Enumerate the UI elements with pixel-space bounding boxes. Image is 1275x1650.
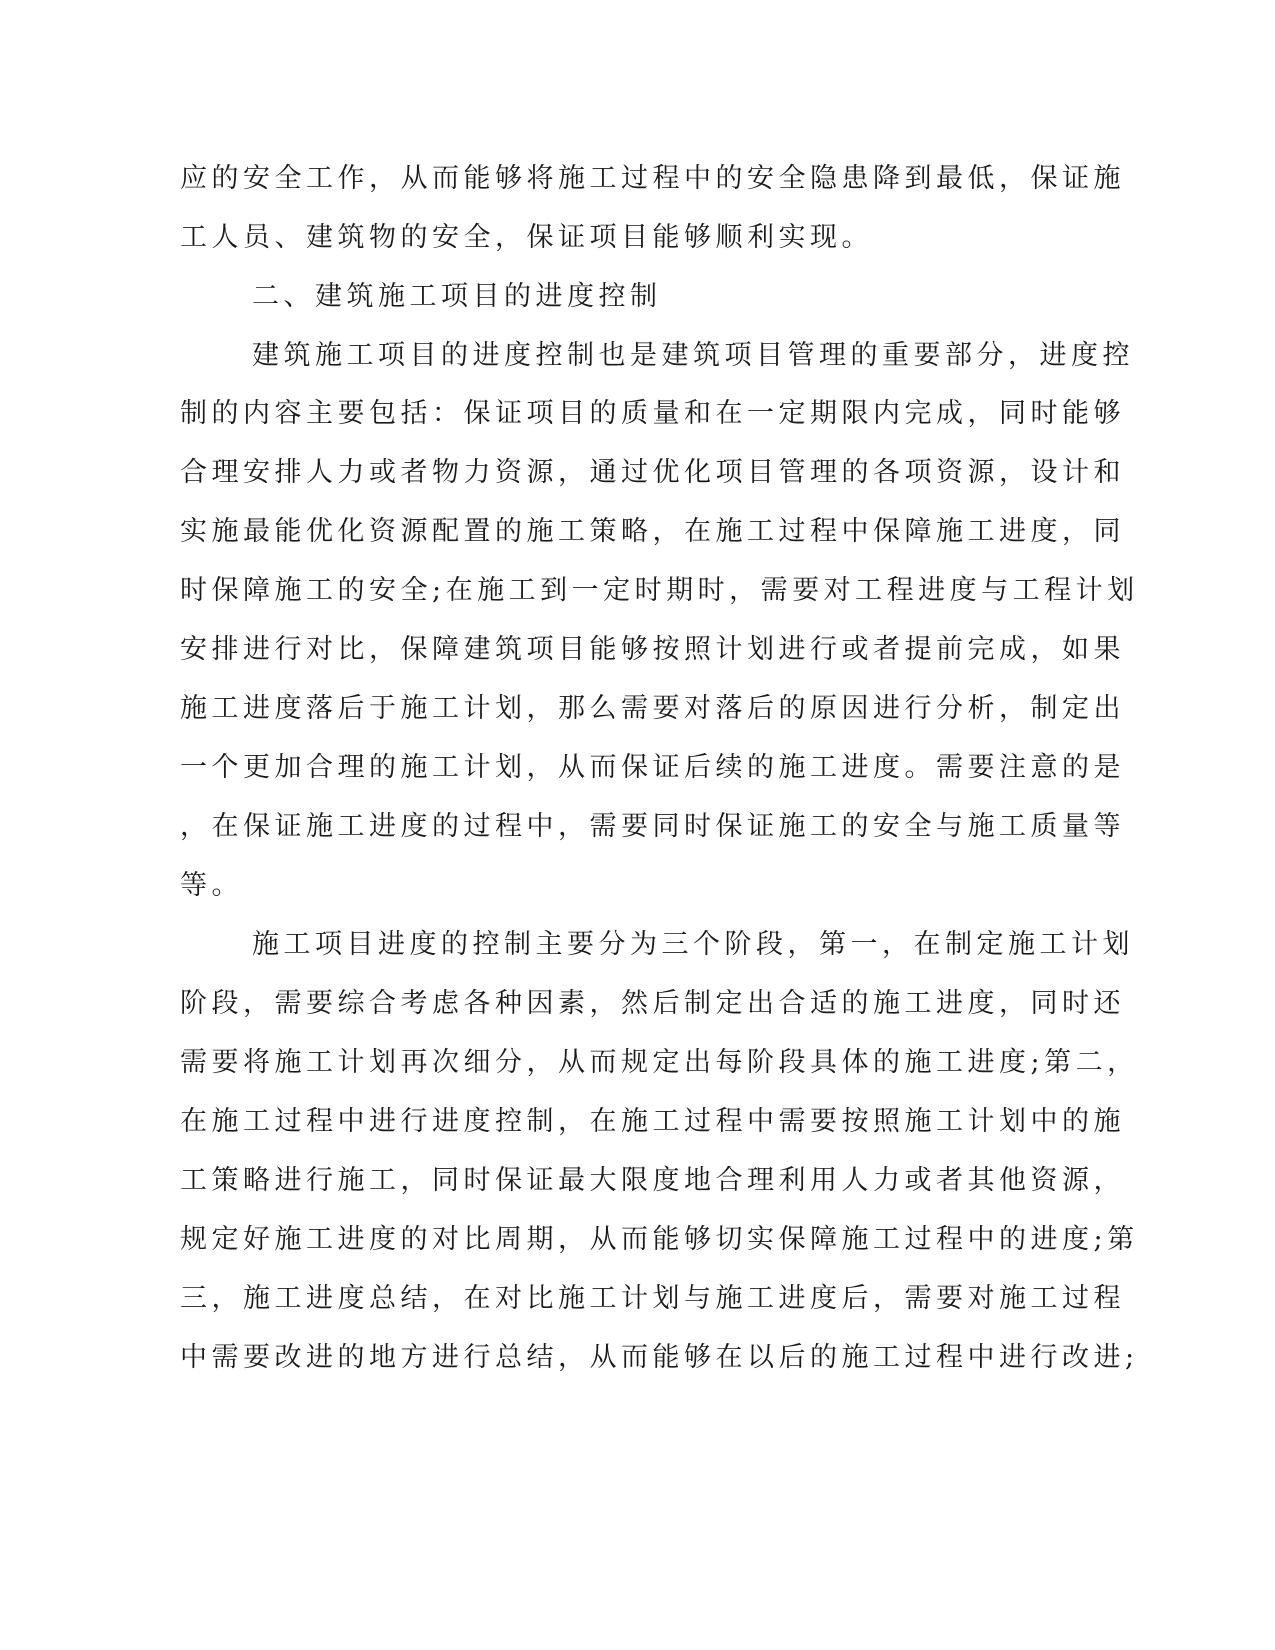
text-line: 施工项目进度的控制主要分为三个阶段，第一，在制定施工计划 [252,929,1134,960]
text-line: 制的内容主要包括：保证项目的质量和在一定期限内完成，同时能够 [180,398,1125,429]
text-line: 规定好施工进度的对比周期，从而能够切实保障施工过程中的进度;第 [180,1224,1139,1255]
text-line: 应的安全工作，从而能够将施工过程中的安全隐患降到最低，保证施 [180,163,1125,194]
text-line: 建筑施工项目的进度控制也是建筑项目管理的重要部分，进度控 [252,340,1134,371]
text-line: ，在保证施工进度的过程中，需要同时保证施工的安全与施工质量等 [180,811,1125,842]
text-line: 阶段，需要综合考虑各种因素，然后制定出合适的施工进度，同时还 [180,988,1125,1019]
text-line: 合理安排人力或者物力资源，通过优化项目管理的各项资源，设计和 [180,457,1125,488]
text-line: 工人员、建筑物的安全，保证项目能够顺利实现。 [180,222,873,253]
section-heading: 二、建筑施工项目的进度控制 [252,281,662,312]
text-line: 一个更加合理的施工计划，从而保证后续的施工进度。需要注意的是 [180,752,1125,783]
text-line: 时保障施工的安全;在施工到一定时期时，需要对工程进度与工程计划 [180,575,1139,606]
text-line: 安排进行对比，保障建筑项目能够按照计划进行或者提前完成，如果 [180,634,1125,665]
text-line: 等。 [180,870,243,901]
text-line: 工策略进行施工，同时保证最大限度地合理利用人力或者其他资源， [180,1165,1125,1196]
text-line: 三，施工进度总结，在对比施工计划与施工进度后，需要对施工过程 [180,1283,1125,1314]
text-line: 需要将施工计划再次细分，从而规定出每阶段具体的施工进度;第二， [180,1047,1139,1078]
text-line: 实施最能优化资源配置的施工策略，在施工过程中保障施工进度，同 [180,516,1125,547]
text-line: 施工进度落后于施工计划，那么需要对落后的原因进行分析，制定出 [180,693,1125,724]
text-line: 在施工过程中进行进度控制，在施工过程中需要按照施工计划中的施 [180,1106,1125,1137]
text-line: 中需要改进的地方进行总结，从而能够在以后的施工过程中进行改进; [180,1342,1139,1373]
